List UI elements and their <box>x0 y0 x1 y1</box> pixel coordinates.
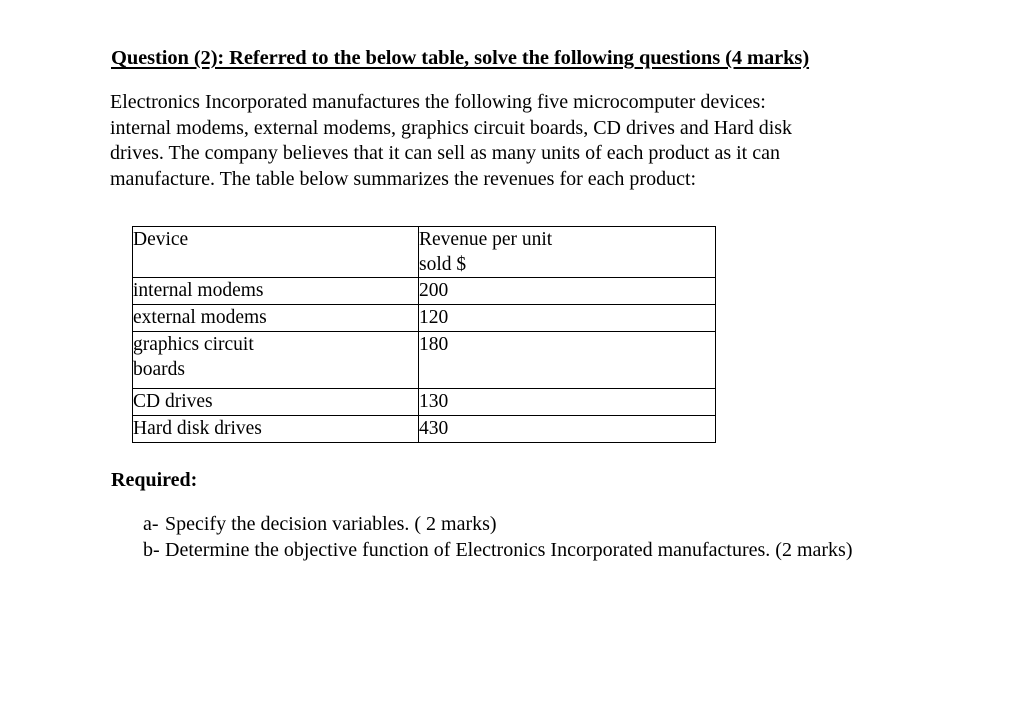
list-item-text: Specify the decision variables. ( 2 marks) <box>165 513 497 535</box>
table-row <box>133 416 716 443</box>
column-header-revenue-line-2: sold $ <box>419 254 467 275</box>
intro-line-2: internal modems, external modems, graphics circuit boards, CD drives and Hard disk <box>110 116 793 139</box>
required-heading: Required: <box>111 469 198 491</box>
table-row <box>133 389 716 416</box>
revenue-table <box>132 226 716 443</box>
column-header-revenue <box>419 227 716 278</box>
cell-device-name: internal modems <box>133 278 419 305</box>
list-item <box>143 537 933 563</box>
cell-revenue-value: 200 <box>419 278 716 305</box>
cell-device-name-line-1: graphics circuit <box>133 334 254 355</box>
cell-device-name: Hard disk drives <box>133 416 419 443</box>
list-item <box>143 511 933 537</box>
revenue-table-container <box>132 226 715 443</box>
cell-revenue-value: 430 <box>419 416 716 443</box>
table-row <box>133 278 716 305</box>
question-title: Question (2): Referred to the below table, solve the following questions (4 marks) <box>111 47 810 69</box>
table-header-row <box>133 227 716 278</box>
cell-revenue-value: 120 <box>419 305 716 332</box>
cell-device-name: external modems <box>133 305 419 332</box>
intro-line-3: drives. The company believes that it can sell as many units of each product as it can <box>110 142 780 164</box>
cell-device-name <box>133 332 419 389</box>
cell-revenue-value: 180 <box>419 332 716 389</box>
column-header-revenue-line-1: Revenue per unit <box>419 229 553 250</box>
table-row <box>133 305 716 332</box>
cell-revenue-value: 130 <box>419 389 716 416</box>
list-item-text: Determine the objective function of Electronics Incorporated manufactures. (2 marks) <box>165 539 853 561</box>
intro-line-4: manufacture. The table below summarizes the revenues for each product: <box>110 167 697 190</box>
intro-line-1: Electronics Incorporated manufactures the following five microcomputer devices: <box>110 91 766 113</box>
list-item-marker: a- <box>143 513 159 535</box>
column-header-device: Device <box>133 227 419 278</box>
cell-device-name-line-2: boards <box>133 359 185 380</box>
table-row <box>133 332 716 389</box>
list-item-marker: b- <box>143 539 160 561</box>
required-list <box>143 511 933 563</box>
cell-device-name: CD drives <box>133 389 419 416</box>
intro-paragraph <box>110 90 918 192</box>
